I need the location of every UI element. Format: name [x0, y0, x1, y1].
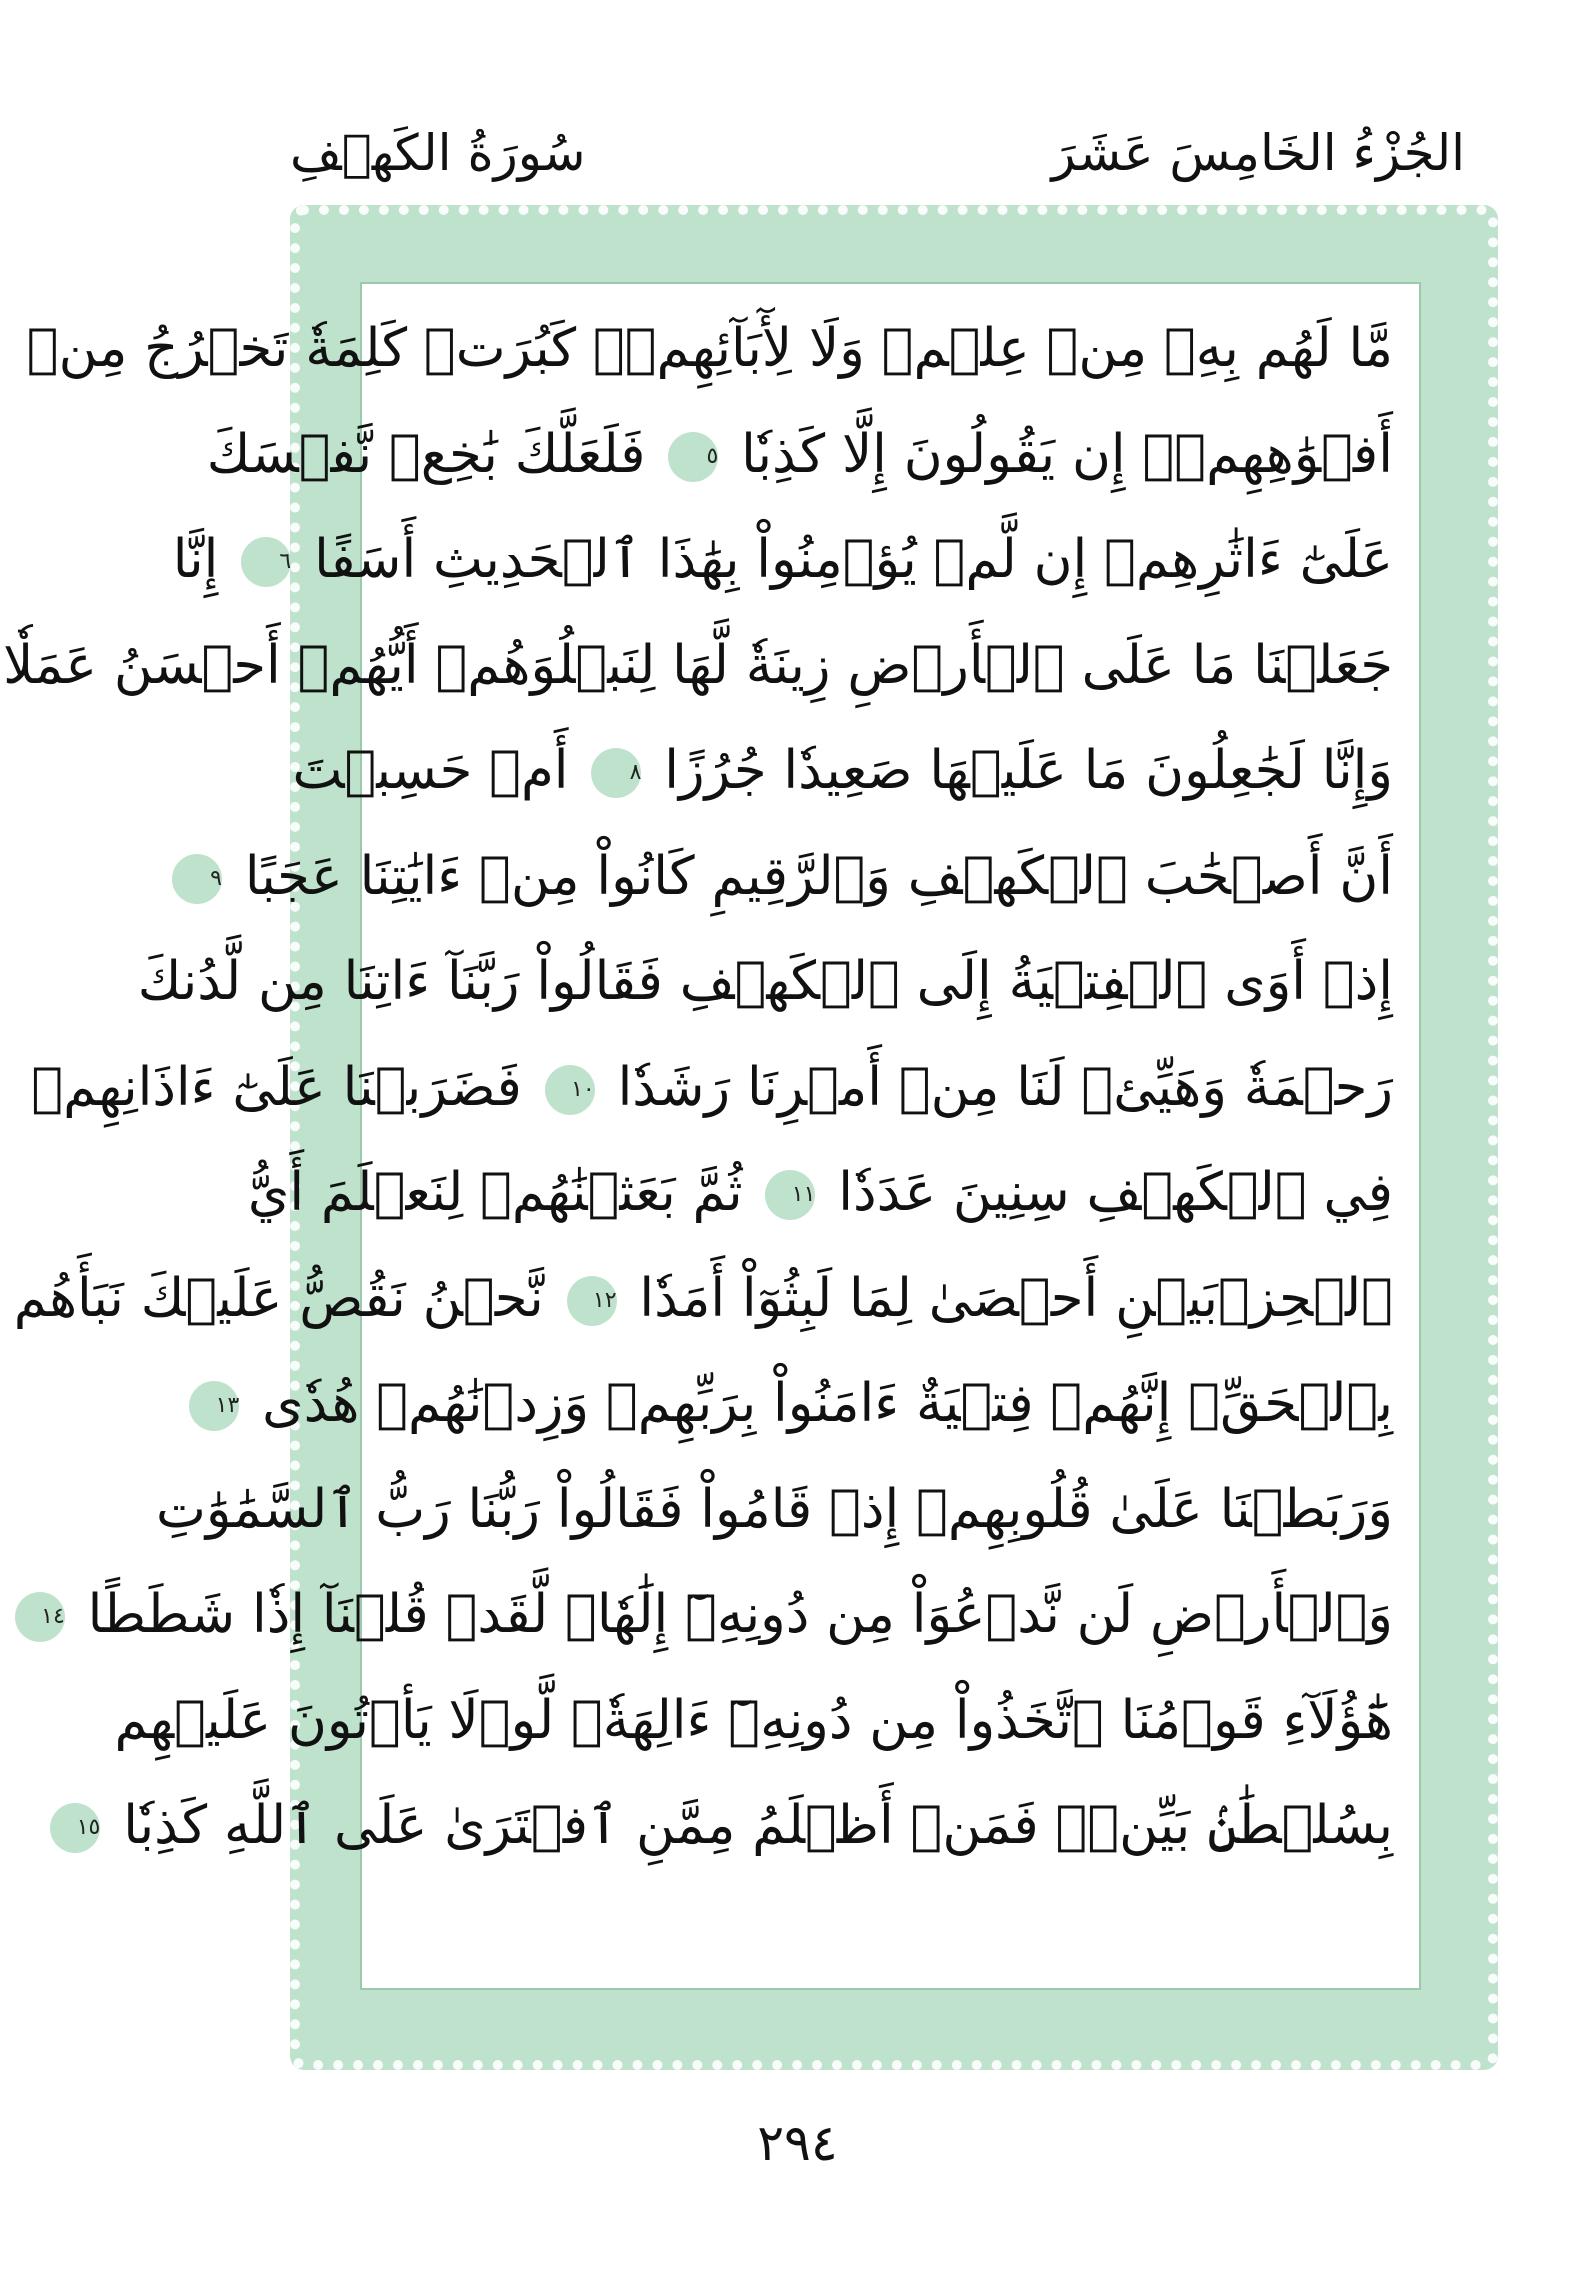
line-text: بِٱلۡحَقِّۚ إِنَّهُمۡ فِتۡيَةٌ ءَامَنُواْ بِرَبِّهِمۡ وَزِدۡنَٰهُمۡ هُدٗى	[262, 1373, 1393, 1434]
verse-line	[215, 1351, 1393, 1457]
ayah-marker: ١٣	[189, 1381, 239, 1431]
page-number: ٢٩٤	[757, 2114, 838, 2172]
verse-line	[41, 1562, 1393, 1668]
line-text: وَإِنَّا لَجَٰعِلُونَ مَا عَلَيۡهَا صَعِيدٗا جُرُزًا	[664, 740, 1393, 801]
ayah-marker: ١٢	[567, 1276, 617, 1326]
verse-line	[31, 1035, 1393, 1141]
surah-title: سُورَةُ الكَهۡفِ	[290, 124, 586, 182]
verse-line	[210, 824, 1393, 930]
line-text: عَلَىٰٓ ءَاثَٰرِهِمۡ إِن لَّمۡ يُؤۡمِنُواْ بِهَٰذَا ٱلۡحَدِيثِ أَسَفًا	[314, 529, 1393, 590]
ayah-marker: ٦	[241, 537, 291, 587]
line-text: بِسُلۡطَٰنِۢ بَيِّنٖۖ فَمَنۡ أَظۡلَمُ مِمَّنِ ٱفۡتَرَىٰ عَلَى ٱللَّهِ كَذِبٗا	[123, 1795, 1393, 1856]
verse-line	[114, 1668, 1393, 1774]
juz-title: الجُزْءُ الخَامِسَ عَشَرَ	[1051, 124, 1465, 182]
line-text: أَفۡوَٰهِهِمۡۚ إِن يَقُولُونَ إِلَّا كَذِبٗا	[741, 423, 1393, 485]
verse-line	[206, 402, 1393, 508]
verse-line	[292, 718, 1393, 824]
line-text-after: أَمۡ حَسِبۡتَ	[292, 740, 569, 801]
verse-line	[13, 1246, 1393, 1352]
line-text: هَٰٓؤُلَآءِ قَوۡمُنَا ٱتَّخَذُواْ مِن دُونِهِۦٓ ءَالِهَةٗۖ لَّوۡلَا يَأۡتُونَ عَلَيۡهِم	[114, 1689, 1393, 1751]
ayah-marker: ٥	[668, 432, 718, 482]
ayah-marker: ٩	[172, 854, 222, 904]
verse-line	[26, 296, 1393, 402]
ayah-marker: ١٥	[50, 1803, 100, 1853]
ayah-marker: ١٤	[15, 1592, 65, 1642]
line-text: إِذۡ أَوَى ٱلۡفِتۡيَةُ إِلَى ٱلۡكَهۡفِ فَقَالُواْ رَبَّنَآ ءَاتِنَا مِن لَّدُنكَ	[137, 951, 1393, 1012]
line-text: وَرَبَطۡنَا عَلَىٰ قُلُوبِهِمۡ إِذۡ قَامُواْ فَقَالُواْ رَبُّنَا رَبُّ ٱلسَّمَٰوَٰتِ	[155, 1478, 1393, 1540]
verse-line	[247, 1140, 1393, 1246]
verse-line	[3, 613, 1393, 719]
line-text: وَٱلۡأَرۡضِ لَن نَّدۡعُوَاْ مِن دُونِهِۦٓ إِلَٰهٗاۖ لَّقَدۡ قُلۡنَآ إِذٗا شَطَطًا	[87, 1584, 1393, 1645]
ayah-marker: ١١	[765, 1170, 815, 1220]
line-text: رَحۡمَةٗ وَهَيِّئۡ لَنَا مِنۡ أَمۡرِنَا رَشَدٗا	[617, 1056, 1393, 1118]
ayah-marker: ٨	[591, 748, 641, 798]
page-header	[290, 118, 1465, 188]
line-text-after: ثُمَّ بَعَثۡنَٰهُمۡ لِنَعۡلَمَ أَيُّ	[247, 1162, 743, 1223]
verse-line	[137, 929, 1393, 1035]
verse-line	[76, 1773, 1393, 1879]
line-text-after: فَلَعَلَّكَ بَٰخِعٞ نَّفۡسَكَ	[206, 423, 646, 485]
verse-line	[172, 507, 1393, 613]
ayah-marker: ١٠	[545, 1065, 595, 1115]
line-text: أَنَّ أَصۡحَٰبَ ٱلۡكَهۡفِ وَٱلرَّقِيمِ كَانُواْ مِنۡ ءَايَٰتِنَا عَجَبًا	[244, 845, 1393, 907]
line-text-after: إِنَّا	[172, 529, 219, 590]
line-text: فِي ٱلۡكَهۡفِ سِنِينَ عَدَدٗا	[838, 1162, 1393, 1223]
line-text-after: فَضَرَبۡنَا عَلَىٰٓ ءَاذَانِهِمۡ	[31, 1056, 522, 1118]
line-text: ٱلۡحِزۡبَيۡنِ أَحۡصَىٰ لِمَا لَبِثُوٓاْ أَمَدٗا	[639, 1267, 1393, 1329]
line-text: مَّا لَهُم بِهِۦ مِنۡ عِلۡمٖ وَلَا لِأٓبَآئِهِمۡۚ كَبُرَتۡ كَلِمَةٗ تَخۡرُجُ مِنۡ	[26, 318, 1393, 379]
line-text: جَعَلۡنَا مَا عَلَى ٱلۡأَرۡضِ زِينَةٗ لَّهَا لِنَبۡلُوَهُمۡ أَيُّهُمۡ أَحۡسَنُ عَمَلٗا	[3, 634, 1393, 696]
verse-line	[155, 1457, 1393, 1563]
line-text-after: نَّحۡنُ نَقُصُّ عَلَيۡكَ نَبَأَهُم	[13, 1267, 544, 1329]
text-panel	[3, 282, 1421, 1990]
